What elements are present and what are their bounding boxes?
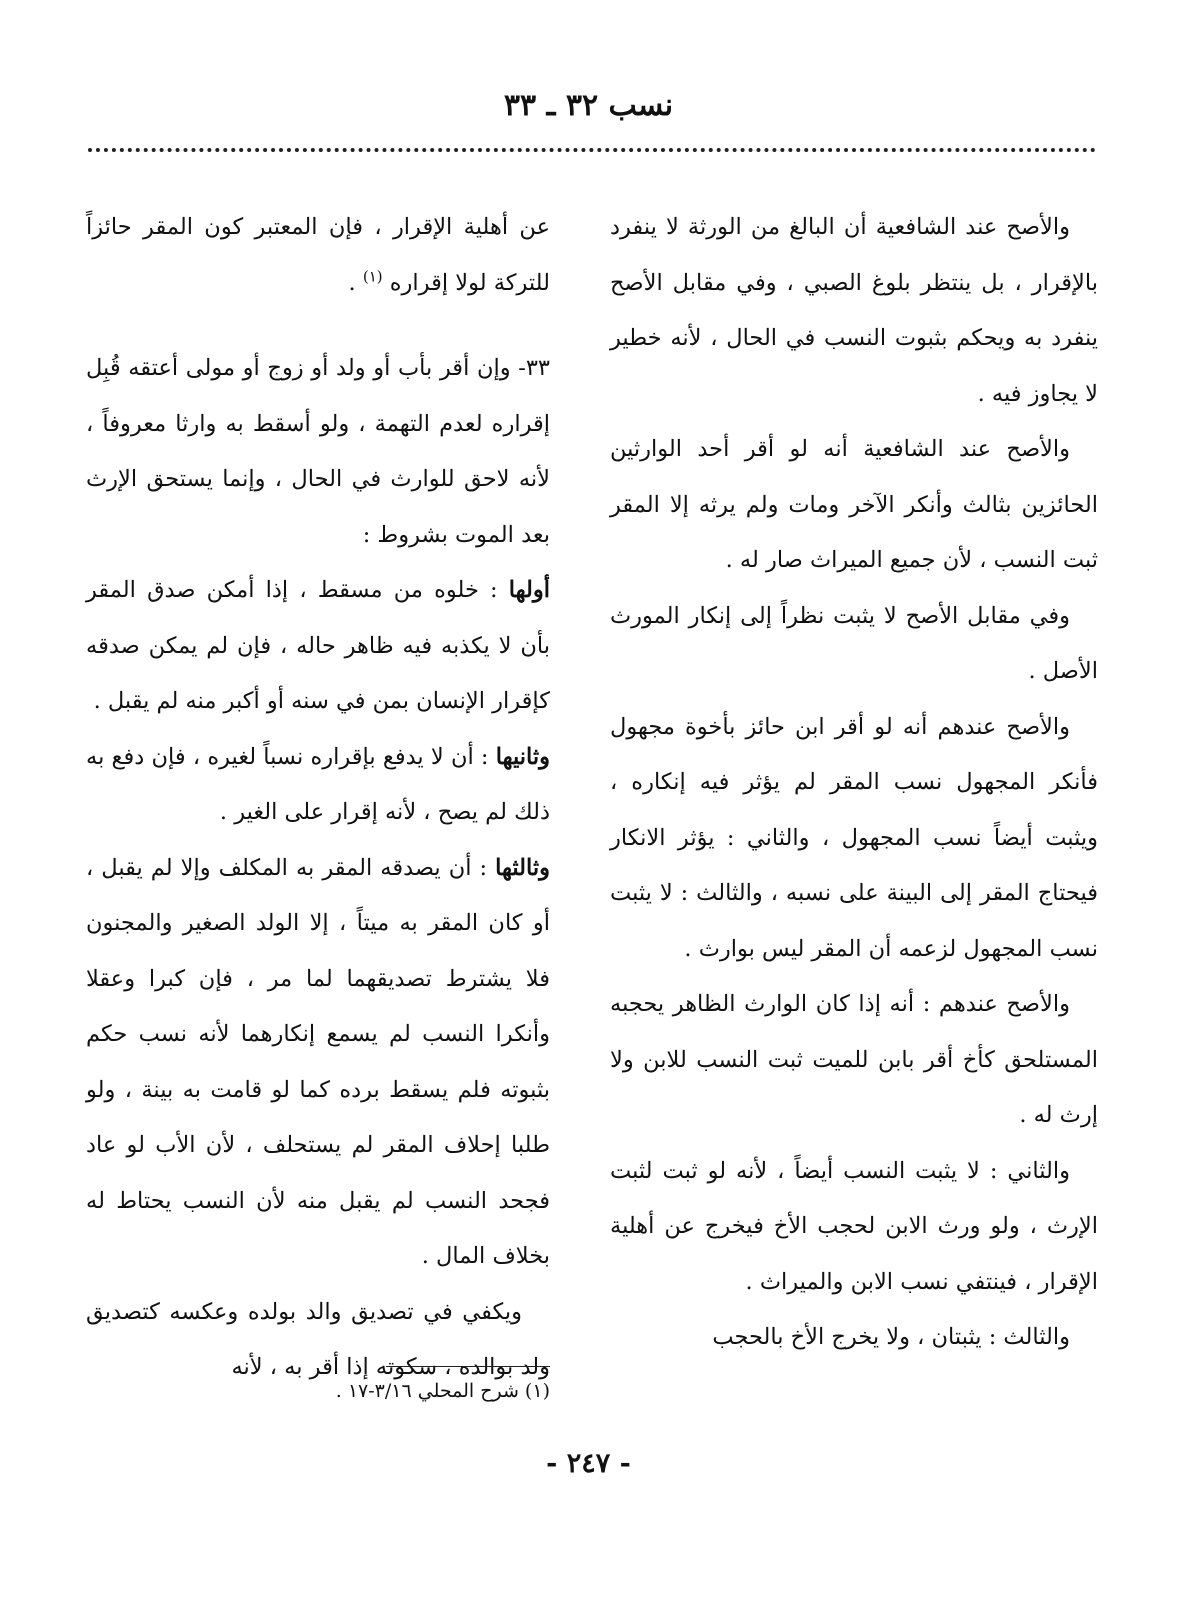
paragraph: والأصح عند الشافعية أنه لو أقر أحد الوارثين الحائزين بثالث وأنكر الآخر ومات ولم يرثه إلا المقر ثبت النسب ، لأن جميع الميراث صار له . [610,436,1098,573]
section-33-paragraph: ٣٣- وإن أقر بأب أو ولد أو زوج أو مولى أعتقه قُبِل إقراره لعدم التهمة ، ولو أسقط به وارثا معروفاً ، لأنه لاحق للوارث في الحال ، وإنما يستحق الإرث بعد الموت بشروط : [86,355,550,548]
paragraph: ويكفي في تصديق والد بولده وعكسه كتصديق ولد بوالده ، سكوته إذا أقر به ، لأنه [86,1298,550,1380]
footnote-separator [386,1366,550,1367]
paragraph-gap [86,311,550,341]
condition-label: أولها [508,577,550,603]
paragraph: والأصح عندهم أنه لو أقر ابن حائز بأخوة مجهول فأنكر المجهول نسب المقر لم يؤثر فيه إنكاره ، ويثبت أيضاً نسب المجهول ، والثاني : يؤثر الانكار فيحتاج المقر إلى البينة على نسبه ، والثالث : لا يثبت نسب المجهول لزعمه أن المقر ليس بوارث . [610,713,1098,962]
paragraph: والثاني : لا يثبت النسب أيضاً ، لأنه لو ثبت لثبت الإرث ، ولو ورث الابن لحجب الأخ فيخرج عن أهلية الإقرار ، فينتفي نسب الابن والميراث . [610,1157,1098,1295]
right-column [610,200,1098,1366]
footnote-reference: (١) [362,267,383,285]
paragraph: والأصح عند الشافعية أن البالغ من الورثة لا ينفرد بالإقرار ، بل ينتظر بلوغ الصبي ، وفي مقابل الأصح ينفرد به ويحكم بثبوت النسب في الحال ، لأنه خطير لا يجاوز فيه . [610,214,1098,407]
paragraph: والثالث : يثبتان ، ولا يخرج الأخ بالحجب [712,1324,1070,1350]
page-number: - ٢٤٧ - [546,1448,631,1479]
condition-paragraph [86,563,550,730]
paragraph: وفي مقابل الأصح لا يثبت نظراً إلى إنكار المورث الأصل . [610,602,1098,684]
page-header: نسب ٣٢ ـ ٣٣ [503,88,674,123]
header-dotted-divider [88,148,1096,152]
paragraph-end: . [348,269,363,296]
left-column [86,200,550,1396]
condition-paragraph [86,841,550,1285]
condition-label: وثانيها [495,743,550,770]
condition-text: : خلوه من مسقط ، إذا أمكن صدق المقر بأن لا يكذبه فيه ظاهر حاله ، فإن لم يمكن صدقه كإقرار الإنسان بمن في سنه أو أكبر منه لم يقبل . [86,577,550,714]
footnote: (١) شرح المحلي ٣/١٦-١٧ . [335,1380,550,1402]
condition-text: : أن يصدقه المقر به المكلف وإلا لم يقبل ، أو كان المقر به ميتاً ، إلا الولد الصغير والمجنون فلا يشترط تصديقهما لما مر ، فإن كبرا وعقلا وأنكرا النسب لم يسمع إنكارهما لأنه نسب حكم بثبوته فلم يسقط برده كما لو قامت به بينة ، ولو طلبا إحلاف المقر لم يستحلف ، لأن الأب لو عاد فجحد النسب لم يقبل منه لأن النسب يحتاط له بخلاف المال . [86,854,550,1269]
paragraph-text: عن أهلية الإقرار ، فإن المعتبر كون المقر حائزاً للتركة لولا إقراره [86,214,550,296]
paragraph: والأصح عندهم : أنه إذا كان الوارث الظاهر يحجبه المستلحق كأخ أقر بابن للميت ثبت النسب للابن ولا إرث له . [610,991,1098,1128]
paragraph [86,200,550,311]
condition-label: وثالثها [495,854,550,881]
condition-text: : أن لا يدفع بإقراره نسباً لغيره ، فإن دفع به ذلك لم يصح ، لأنه إقرار على الغير . [86,743,550,825]
condition-paragraph [86,730,550,841]
